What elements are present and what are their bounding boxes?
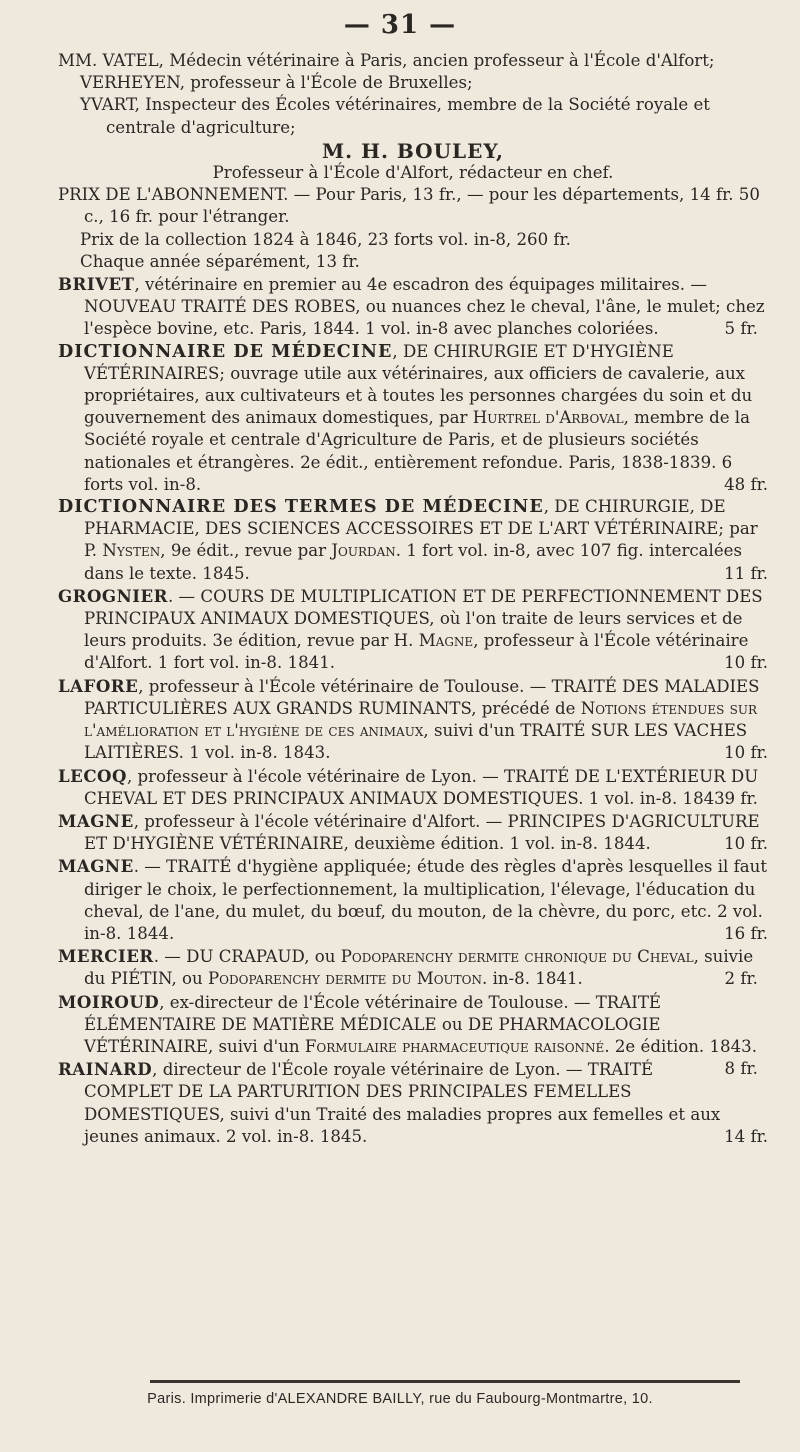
- entry-price: 2 fr.: [724, 969, 758, 989]
- entry-text: , professeur à l'école vétérinaire de Lyon. — TRAITÉ DE L'EXTÉRIEUR DU CHEVAL ET DES PRINCIPAUX ANIMAUX DOMESTIQUES. 1 vol. in-8. 1843.: [84, 766, 759, 808]
- entry-price: 8 fr.: [724, 1059, 758, 1079]
- catalog-content: [58, 50, 768, 1148]
- entry-price: 9 fr.: [724, 788, 758, 808]
- author-magne: MAGNE: [58, 810, 134, 831]
- page-number: — 31 —: [343, 10, 457, 40]
- entry-text: , DE CHIRURGIE ET D'HYGIÈNE VÉTÉRINAIRES; ouvrage utile aux vétérinaires, aux officiers de cavalerie, aux propriétaires, aux cultivateurs et à toutes les personnes chargées du soin et du gouvernement des animaux domestiques, par: [84, 341, 753, 428]
- author-rainard: RAINARD: [58, 1059, 153, 1080]
- entry-text: , professeur à l'École vétérinaire d'Alfort. 1 fort vol. in-8. 1841.: [84, 631, 749, 673]
- author-brivet: BRIVET: [58, 274, 135, 295]
- author-lafore: LAFORE: [58, 675, 139, 696]
- subtitle-pietin: Podoparenchy dermite du Mouton: [208, 969, 483, 989]
- entry-price: 10 fr.: [724, 653, 768, 673]
- entry-grognier: [58, 585, 768, 675]
- entry-brivet: [58, 273, 768, 341]
- entry-price: 5 fr.: [724, 319, 758, 339]
- entry-lecoq: [58, 765, 768, 810]
- reviser-jourdan: Jourdan: [331, 541, 396, 561]
- entry-text: , ex-directeur de l'École vétérinaire de Toulouse. — TRAITÉ ÉLÉMENTAIRE DE MATIÈRE MÉDICALE ou DE PHARMACOLOGIE VÉTÉRINAIRE, suivi d'un: [84, 992, 662, 1056]
- entry-text: , membre de la Société royale et centrale d'Agriculture de Paris, et de plusieurs sociétés nationales et étrangères. 2e édit., entièrement refondue. Paris, 1838-1839. 6 forts vol. in-8.: [84, 408, 750, 494]
- entry-text: . — TRAITÉ d'hygiène appliquée; étude des règles d'après lesquelles il faut diriger le choix, le perfectionnement, la multiplication, l'élevage, l'éducation du cheval, de l'ane, du mulet, du bœuf, du mouton, de la chèvre, du porc, etc. 2 vol. in-8. 1844.: [84, 857, 767, 943]
- title-dictionnaire-termes: DICTIONNAIRE DES TERMES DE MÉDECINE: [58, 496, 544, 518]
- entry-dictionnaire-medecine: [58, 341, 768, 496]
- entry-text: . — DU CRAPAUD, ou: [153, 947, 341, 967]
- author-magne: MAGNE: [58, 856, 134, 877]
- entry-text: , suivie du PIÉTIN, ou: [84, 947, 754, 989]
- entry-price: 48 fr.: [724, 474, 768, 494]
- author-mercier: MERCIER: [58, 946, 154, 967]
- entry-text: , professeur à l'École vétérinaire de Toulouse. — TRAITÉ DES MALADIES PARTICULIÈRES AUX GRANDS RUMINANTS, précédé de: [84, 676, 760, 718]
- entry-text: , professeur à l'école vétérinaire d'Alfort. — PRINCIPES D'AGRICULTURE ET D'HYGIÈNE VÉTÉRINAIRE, deuxième édition. 1 vol. in-8. 1844.: [84, 811, 760, 854]
- entry-price: 11 fr.: [724, 563, 768, 583]
- entry-mercier: [58, 945, 768, 990]
- entry-magne-principes: [58, 810, 768, 855]
- printer-imprint: Paris. Imprimerie d'ALEXANDRE BAILLY, rue du Faubourg-Montmartre, 10.: [147, 1391, 653, 1407]
- collection-price: Prix de la collection 1824 à 1846, 23 forts vol. in-8, 260 fr.: [80, 229, 571, 249]
- entry-price: 16 fr.: [724, 923, 768, 943]
- entry-lafore: [58, 675, 768, 765]
- entry-text: , directeur de l'École royale vétérinaire de Lyon. — TRAITÉ COMPLET DE LA PARTURITION DES PRINCIPALES FEMELLES DOMESTIQUES, suivi d'un Traité des maladies propres aux femelles et aux jeunes animaux. 2 vol. in-8. 1845.: [84, 1060, 721, 1146]
- entry-text: . — COURS DE MULTIPLICATION ET DE PERFECTIONNEMENT DES PRINCIPAUX ANIMAUX DOMESTIQUES, où l'on traite de leurs services et de leurs produits. 3e édition, revue par: [84, 586, 763, 651]
- author-lecoq: LECOQ: [58, 765, 127, 786]
- title-dictionnaire-medecine: DICTIONNAIRE DE MÉDECINE: [58, 340, 393, 362]
- author-magne: H. Magne: [393, 631, 474, 651]
- footer-rule: [150, 1380, 740, 1383]
- author-grognier: GROGNIER: [58, 585, 168, 606]
- entry-text: , DE CHIRURGIE, DE PHARMACIE, DES SCIENCES ACCESSOIRES ET DE L'ART VÉTÉRINAIRE; par: [84, 497, 758, 539]
- entry-text: , suivi d'un TRAITÉ SUR LES VACHES LAITIÈRES. 1 vol. in-8. 1843.: [84, 721, 748, 763]
- entry-rainard: [58, 1058, 768, 1148]
- annual-price: Chaque année séparément, 13 fr.: [80, 251, 360, 271]
- entry-text: , vétérinaire en premier au 4e escadron des équipages militaires. — NOUVEAU TRAITÉ DES ROBES, ou nuances chez le cheval, l'âne, le mulet; chez l'espèce bovine, etc. Paris, 1844. 1 vol. in-8 avec planches coloriées.: [84, 275, 765, 339]
- editor-title: Professeur à l'École d'Alfort, rédacteur en chef.: [212, 163, 614, 183]
- notions-text: Notions étendues sur l'amélioration et l'hygiène de ces animaux: [84, 698, 758, 741]
- entry-magne-traite: [58, 855, 768, 945]
- entry-dictionnaire-termes: [58, 496, 768, 585]
- intro-vatel: MM. VATEL, Médecin vétérinaire à Paris, ancien professeur à l'École d'Alfort;: [58, 51, 715, 70]
- entry-price: 10 fr.: [724, 834, 768, 854]
- intro-verheyen: VERHEYEN, professeur à l'École de Bruxelles;: [80, 73, 473, 93]
- entry-text: . in-8. 1841.: [482, 969, 583, 989]
- subtitle-formulaire: Formulaire pharmaceutique raisonné: [304, 1036, 605, 1056]
- editor-name: M. H. BOULEY,: [322, 138, 504, 163]
- intro-yvart: YVART, Inspecteur des Écoles vétérinaires, membre de la Société royale et centrale d'agriculture;: [80, 95, 710, 137]
- subscription-price: PRIX DE L'ABONNEMENT. — Pour Paris, 13 fr., — pour les départements, 14 fr. 50 c., 16 fr. pour l'étranger.: [58, 185, 760, 227]
- entry-text: . 2e édition. 1843.: [604, 1036, 757, 1056]
- author-moiroud: MOIROUD: [58, 991, 160, 1012]
- subtitle-crapaud: Podoparenchy dermite chronique du Cheval: [340, 947, 694, 967]
- entry-price: 10 fr.: [724, 743, 768, 763]
- author-nysten: P. Nysten: [84, 541, 161, 561]
- entry-text: . 1 fort vol. in-8, avec 107 fig. intercalées dans le texte. 1845.: [84, 541, 743, 583]
- entry-price: 14 fr.: [724, 1126, 768, 1146]
- author-hurtrel: Hurtrel d'Arboval: [472, 408, 624, 428]
- entry-text: , 9e édit., revue par: [160, 541, 332, 561]
